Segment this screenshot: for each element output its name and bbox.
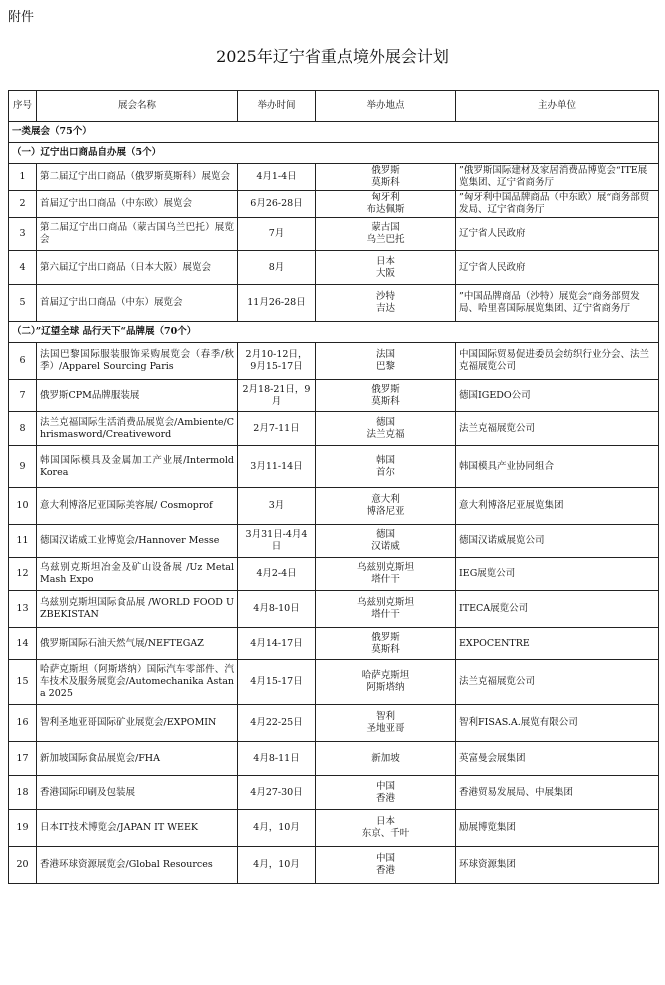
exhibition-name-cell: 第二届辽宁出口商品（蒙古国乌兰巴托）展览会 <box>37 218 238 251</box>
organizer-cell: 中国国际贸易促进委员会纺织行业分会、法兰克福展览公司 <box>456 343 659 380</box>
table-row <box>9 847 659 884</box>
row-index-cell: 8 <box>9 412 37 446</box>
row-index-cell: 18 <box>9 776 37 810</box>
table-row <box>9 285 659 322</box>
exhibition-name-cell: 香港环球资源展览会/Global Resources <box>37 847 238 884</box>
table-row <box>9 164 659 191</box>
exhibition-name-cell: 哈萨克斯坦（阿斯塔纳）国际汽车零部件、汽车技术及服务展览会/Automechanika Astana 2025 <box>37 660 238 705</box>
exhibition-name-cell: 乌兹别克斯坦国际食品展 /WORLD FOOD UZBEKISTAN <box>37 591 238 628</box>
table-header-row <box>9 91 659 122</box>
exhibition-time-cell: 2月10-12日， 9月15-17日 <box>238 343 316 380</box>
table-body <box>9 122 659 884</box>
table-row <box>9 628 659 660</box>
organizer-cell: ”中国品牌商品（沙特）展览会“商务部贸发局、哈里喜国际展览集团、辽宁省商务厅 <box>456 285 659 322</box>
exhibition-place-cell: 沙特 吉达 <box>316 285 456 322</box>
column-header-place: 举办地点 <box>316 91 456 122</box>
exhibition-place-cell: 日本 东京、千叶 <box>316 810 456 847</box>
organizer-cell: 意大利博洛尼亚展览集团 <box>456 488 659 525</box>
category-header-row <box>9 122 659 143</box>
organizer-cell: 环球资源集团 <box>456 847 659 884</box>
exhibition-place-cell: 新加坡 <box>316 742 456 776</box>
exhibition-schedule-table <box>8 90 659 884</box>
table-row <box>9 558 659 591</box>
exhibition-name-cell: 第六届辽宁出口商品（日本大阪）展览会 <box>37 251 238 285</box>
table-row <box>9 810 659 847</box>
row-index-cell: 4 <box>9 251 37 285</box>
exhibition-name-cell: 首届辽宁出口商品（中东欧）展览会 <box>37 191 238 218</box>
column-header-time: 举办时间 <box>238 91 316 122</box>
row-index-cell: 1 <box>9 164 37 191</box>
organizer-cell: EXPOCENTRE <box>456 628 659 660</box>
table-row <box>9 446 659 488</box>
table-row <box>9 191 659 218</box>
exhibition-time-cell: 7月 <box>238 218 316 251</box>
exhibition-time-cell: 2月18-21日，9月 <box>238 380 316 412</box>
organizer-cell: 德国IGEDO公司 <box>456 380 659 412</box>
organizer-cell: 智利FISAS.A.展览有限公司 <box>456 705 659 742</box>
section-header-row-1 <box>9 143 659 164</box>
exhibition-time-cell: 11月26-28日 <box>238 285 316 322</box>
table-row <box>9 776 659 810</box>
document-title: 2025年辽宁省重点境外展会计划 <box>216 47 449 66</box>
exhibition-name-cell: 智利圣地亚哥国际矿业展览会/EXPOMIN <box>37 705 238 742</box>
exhibition-time-cell: 3月31日-4月4日 <box>238 525 316 558</box>
exhibition-time-cell: 3月11-14日 <box>238 446 316 488</box>
exhibition-name-cell: 意大利博洛尼亚国际美容展/ Cosmoprof <box>37 488 238 525</box>
exhibition-time-cell: 4月，10月 <box>238 847 316 884</box>
exhibition-time-cell: 4月8-10日 <box>238 591 316 628</box>
exhibition-name-cell: 第二届辽宁出口商品（俄罗斯莫斯科）展览会 <box>37 164 238 191</box>
organizer-cell: 香港贸易发展局、中展集团 <box>456 776 659 810</box>
exhibition-place-cell: 蒙古国 乌兰巴托 <box>316 218 456 251</box>
exhibition-name-cell: 日本IT技术博览会/JAPAN IT WEEK <box>37 810 238 847</box>
exhibition-place-cell: 俄罗斯 莫斯科 <box>316 164 456 191</box>
exhibition-name-cell: 首届辽宁出口商品（中东）展览会 <box>37 285 238 322</box>
column-header-organizer: 主办单位 <box>456 91 659 122</box>
exhibition-name-cell: 法国巴黎国际服装服饰采购展览会（春季/秋季）/Apparel Sourcing Paris <box>37 343 238 380</box>
row-index-cell: 15 <box>9 660 37 705</box>
exhibition-name-cell: 法兰克福国际生活消费品展览会/Ambiente/Chrismasword/Creativeword <box>37 412 238 446</box>
exhibition-name-cell: 韩国国际模具及金属加工产业展/Intermold Korea <box>37 446 238 488</box>
column-header-name: 展会名称 <box>37 91 238 122</box>
row-index-cell: 6 <box>9 343 37 380</box>
row-index-cell: 2 <box>9 191 37 218</box>
section-header-row-1-label: （一）辽宁出口商品自办展（5个） <box>9 143 659 164</box>
organizer-cell: ”匈牙利中国品牌商品（中东欧）展“商务部贸发局、辽宁省商务厅 <box>456 191 659 218</box>
exhibition-place-cell: 中国 香港 <box>316 847 456 884</box>
exhibition-time-cell: 4月1-4日 <box>238 164 316 191</box>
table-row <box>9 742 659 776</box>
exhibition-place-cell: 中国 香港 <box>316 776 456 810</box>
table-row <box>9 591 659 628</box>
exhibition-place-cell: 韩国 首尔 <box>316 446 456 488</box>
organizer-cell: 德国汉诺威展览公司 <box>456 525 659 558</box>
organizer-cell: IEG展览公司 <box>456 558 659 591</box>
exhibition-place-cell: 俄罗斯 莫斯科 <box>316 628 456 660</box>
row-index-cell: 3 <box>9 218 37 251</box>
organizer-cell: ITECA展览公司 <box>456 591 659 628</box>
exhibition-time-cell: 4月，10月 <box>238 810 316 847</box>
organizer-cell: 韩国模具产业协同组合 <box>456 446 659 488</box>
exhibition-time-cell: 8月 <box>238 251 316 285</box>
exhibition-place-cell: 乌兹别克斯坦 塔什干 <box>316 591 456 628</box>
exhibition-place-cell: 俄罗斯 莫斯科 <box>316 380 456 412</box>
exhibition-place-cell: 德国 汉诺威 <box>316 525 456 558</box>
row-index-cell: 9 <box>9 446 37 488</box>
exhibition-place-cell: 日本 大阪 <box>316 251 456 285</box>
attachment-label: 附件 <box>8 10 35 25</box>
section-header-row-2-label: （二）”辽望全球 品行天下“品牌展（70个） <box>9 322 659 343</box>
column-header-index: 序号 <box>9 91 37 122</box>
table-row <box>9 343 659 380</box>
row-index-cell: 11 <box>9 525 37 558</box>
exhibition-time-cell: 2月7-11日 <box>238 412 316 446</box>
row-index-cell: 13 <box>9 591 37 628</box>
exhibition-time-cell: 4月14-17日 <box>238 628 316 660</box>
row-index-cell: 7 <box>9 380 37 412</box>
row-index-cell: 10 <box>9 488 37 525</box>
table-row <box>9 705 659 742</box>
table-row <box>9 660 659 705</box>
organizer-cell: 辽宁省人民政府 <box>456 251 659 285</box>
row-index-cell: 20 <box>9 847 37 884</box>
table-row <box>9 218 659 251</box>
exhibition-name-cell: 乌兹别克斯坦冶金及矿山设备展 /Uz Metal Mash Expo <box>37 558 238 591</box>
row-index-cell: 16 <box>9 705 37 742</box>
exhibition-place-cell: 智利 圣地亚哥 <box>316 705 456 742</box>
section-header-row-2 <box>9 322 659 343</box>
table-row <box>9 251 659 285</box>
organizer-cell: ”俄罗斯国际建材及家居消费品博览会“ITE展览集团、辽宁省商务厅 <box>456 164 659 191</box>
exhibition-name-cell: 俄罗斯CPM品牌服装展 <box>37 380 238 412</box>
table-row <box>9 525 659 558</box>
exhibition-place-cell: 德国 法兰克福 <box>316 412 456 446</box>
row-index-cell: 17 <box>9 742 37 776</box>
exhibition-place-cell: 意大利 博洛尼亚 <box>316 488 456 525</box>
exhibition-place-cell: 哈萨克斯坦 阿斯塔纳 <box>316 660 456 705</box>
table-row <box>9 380 659 412</box>
exhibition-time-cell: 6月26-28日 <box>238 191 316 218</box>
exhibition-place-cell: 法国 巴黎 <box>316 343 456 380</box>
exhibition-name-cell: 俄罗斯国际石油天然气展/NEFTEGAZ <box>37 628 238 660</box>
organizer-cell: 辽宁省人民政府 <box>456 218 659 251</box>
category-header-row-label: 一类展会（75个） <box>9 122 659 143</box>
exhibition-name-cell: 香港国际印刷及包装展 <box>37 776 238 810</box>
table-row <box>9 412 659 446</box>
exhibition-time-cell: 3月 <box>238 488 316 525</box>
organizer-cell: 英富曼会展集团 <box>456 742 659 776</box>
row-index-cell: 5 <box>9 285 37 322</box>
row-index-cell: 19 <box>9 810 37 847</box>
exhibition-time-cell: 4月27-30日 <box>238 776 316 810</box>
exhibition-place-cell: 乌兹别克斯坦 塔什干 <box>316 558 456 591</box>
exhibition-time-cell: 4月22-25日 <box>238 705 316 742</box>
row-index-cell: 12 <box>9 558 37 591</box>
exhibition-place-cell: 匈牙利 布达佩斯 <box>316 191 456 218</box>
exhibition-time-cell: 4月2-4日 <box>238 558 316 591</box>
exhibition-time-cell: 4月15-17日 <box>238 660 316 705</box>
exhibition-time-cell: 4月8-11日 <box>238 742 316 776</box>
organizer-cell: 励展博览集团 <box>456 810 659 847</box>
table-row <box>9 488 659 525</box>
organizer-cell: 法兰克福展览公司 <box>456 660 659 705</box>
exhibition-name-cell: 德国汉诺威工业博览会/Hannover Messe <box>37 525 238 558</box>
exhibition-name-cell: 新加坡国际食品展览会/FHA <box>37 742 238 776</box>
organizer-cell: 法兰克福展览公司 <box>456 412 659 446</box>
row-index-cell: 14 <box>9 628 37 660</box>
